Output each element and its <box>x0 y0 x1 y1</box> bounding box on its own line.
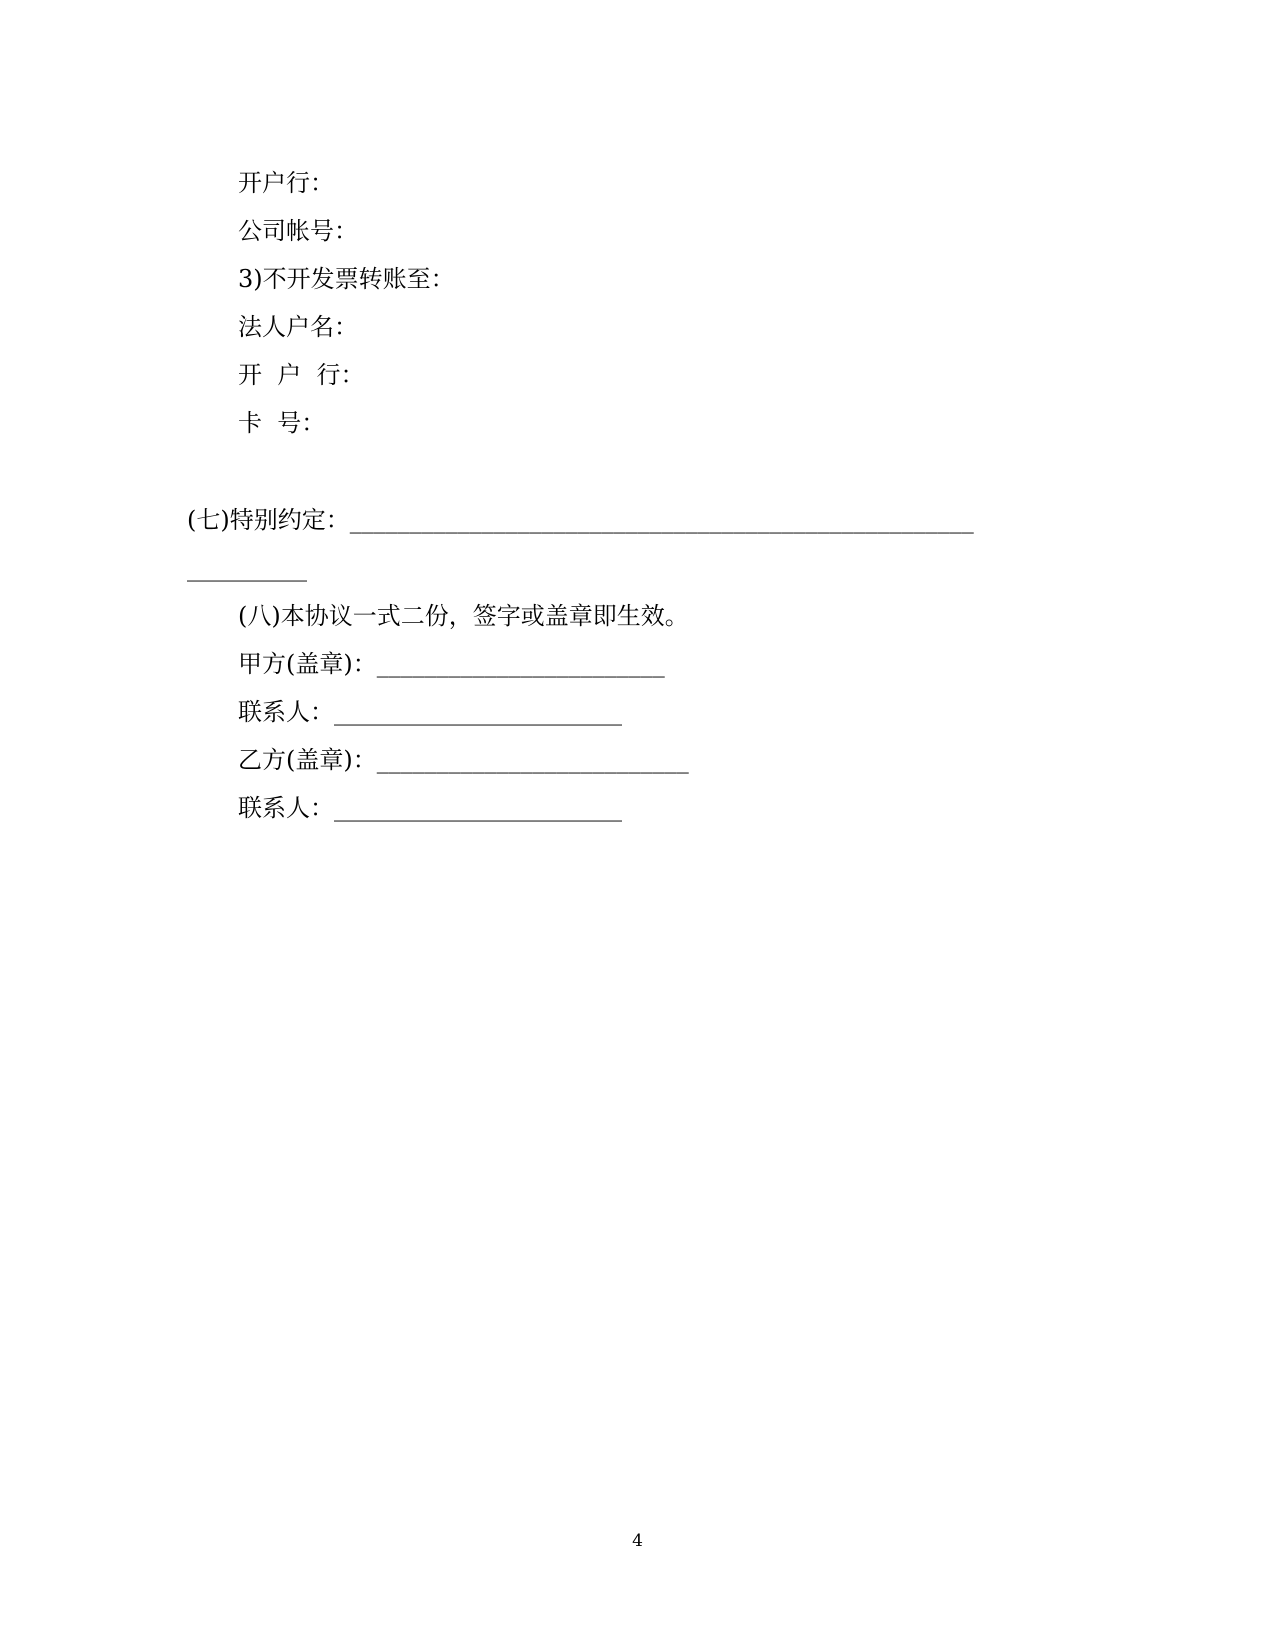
copies-clause: (八)本协议一式二份，签字或盖章即生效。 <box>238 602 689 630</box>
bank-label-spaced: 开 户 行： <box>238 361 365 389</box>
party-b-contact-line: 联系人：________________________ <box>238 794 622 822</box>
special-terms-continuation: __________ <box>187 554 307 582</box>
legal-person-name-label: 法人户名： <box>238 313 358 341</box>
company-account-label: 公司帐号： <box>238 217 358 245</box>
card-number-label: 卡 号： <box>238 409 326 437</box>
no-invoice-transfer-heading: 3)不开发票转账至： <box>238 265 455 293</box>
party-a-contact-line: 联系人：________________________ <box>238 698 622 726</box>
special-terms-line: (七)特别约定：____________________________________________________ <box>187 506 974 534</box>
page-number: 4 <box>632 1531 643 1551</box>
party-a-seal-line: 甲方(盖章)：________________________ <box>238 650 665 678</box>
party-b-seal-line: 乙方(盖章)：__________________________ <box>238 746 689 774</box>
bank-label: 开户行： <box>238 169 334 197</box>
